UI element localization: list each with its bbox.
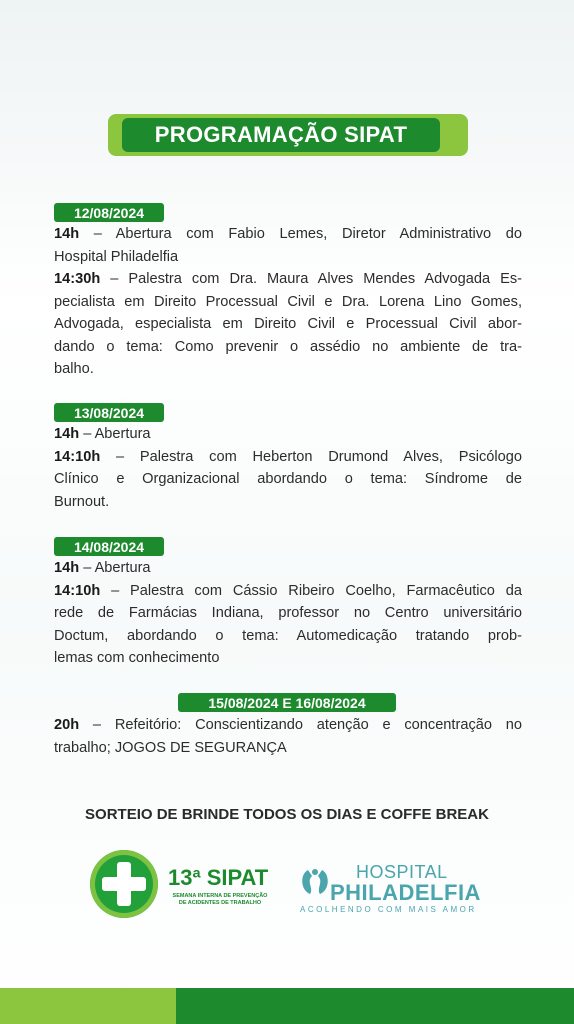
date-tag-day-2: 13/08/2024 — [54, 403, 164, 422]
sipat-logo-icon — [90, 850, 158, 918]
schedule-day-4 — [54, 714, 522, 759]
schedule-text: – Palestra com Heberton Drumond Alves, Psicólogo — [100, 448, 522, 465]
schedule-text: lemas com conhecimento — [54, 650, 220, 666]
schedule-text: trabalho; JOGOS DE SEGURANÇA — [54, 739, 287, 756]
time-label: 20h — [54, 717, 80, 733]
date-tag-day-1: 12/08/2024 — [54, 203, 164, 222]
time-label: 14:10h — [54, 448, 101, 465]
schedule-text: – Abertura com Fabio Lemes, Diretor Administrativo do — [79, 226, 522, 242]
time-label: 14:30h — [54, 271, 101, 287]
footer-note: SORTEIO DE BRINDE TODOS OS DIAS E COFFE BREAK — [85, 806, 489, 823]
schedule-day-1 — [54, 223, 522, 381]
schedule-text: – Refeitório: Conscientizando atenção e concentração no — [79, 717, 522, 733]
schedule-text: rede de Farmácias Indiana, professor no Centro universitário — [54, 605, 522, 621]
bottom-bar-light — [0, 988, 176, 1024]
sipat-logo-title: 13ª SIPAT — [168, 865, 269, 890]
hospital-logo-line1: HOSPITAL — [356, 862, 448, 882]
date-tag-day-4: 15/08/2024 E 16/08/2024 — [178, 693, 396, 712]
schedule-text: – Abertura — [79, 426, 151, 442]
sipat-logo-subtitle: SEMANA INTERNA DE PREVENÇÃO DE ACIDENTES DE TRABALHO — [172, 893, 268, 906]
bottom-bar-dark — [176, 988, 574, 1024]
schedule-day-2 — [54, 423, 522, 513]
schedule-day-3 — [54, 557, 522, 670]
hospital-logo-line2: PHILADELFIA — [330, 880, 481, 905]
time-label: 14h — [54, 560, 80, 576]
schedule-text: Hospital Philadelfia — [54, 248, 179, 265]
cross-icon — [90, 850, 158, 918]
schedule-text: – Abertura — [79, 560, 151, 576]
schedule-text: Doctum, abordando o tema: Automedicação tratando prob- — [54, 627, 522, 644]
schedule-text: Burnout. — [54, 493, 110, 510]
time-label: 14h — [54, 226, 80, 242]
page-title: PROGRAMAÇÃO SIPAT — [122, 118, 440, 152]
schedule-text: Advogada, especialista em Direito Civil e Processual Civil abor- — [54, 316, 522, 332]
schedule-text: balho. — [54, 361, 94, 377]
schedule-text: pecialista em Direito Processual Civil e Dra. Lorena Lino Gomes, — [54, 293, 522, 310]
schedule-text: Clínico e Organizacional abordando o tema: Síndrome de — [54, 471, 522, 487]
time-label: 14:10h — [54, 582, 101, 599]
schedule-text: – Palestra com Dra. Maura Alves Mendes Advogada Es- — [100, 271, 522, 287]
time-label: 14h — [54, 426, 80, 442]
schedule-text: – Palestra com Cássio Ribeiro Coelho, Farmacêutico da — [100, 582, 522, 599]
schedule-text: dando o tema: Como prevenir o assédio no ambiente de tra- — [54, 338, 522, 355]
date-tag-day-3: 14/08/2024 — [54, 537, 164, 556]
title-banner — [108, 114, 468, 156]
hospital-logo-tagline: ACOLHENDO COM MAIS AMOR — [300, 905, 477, 914]
